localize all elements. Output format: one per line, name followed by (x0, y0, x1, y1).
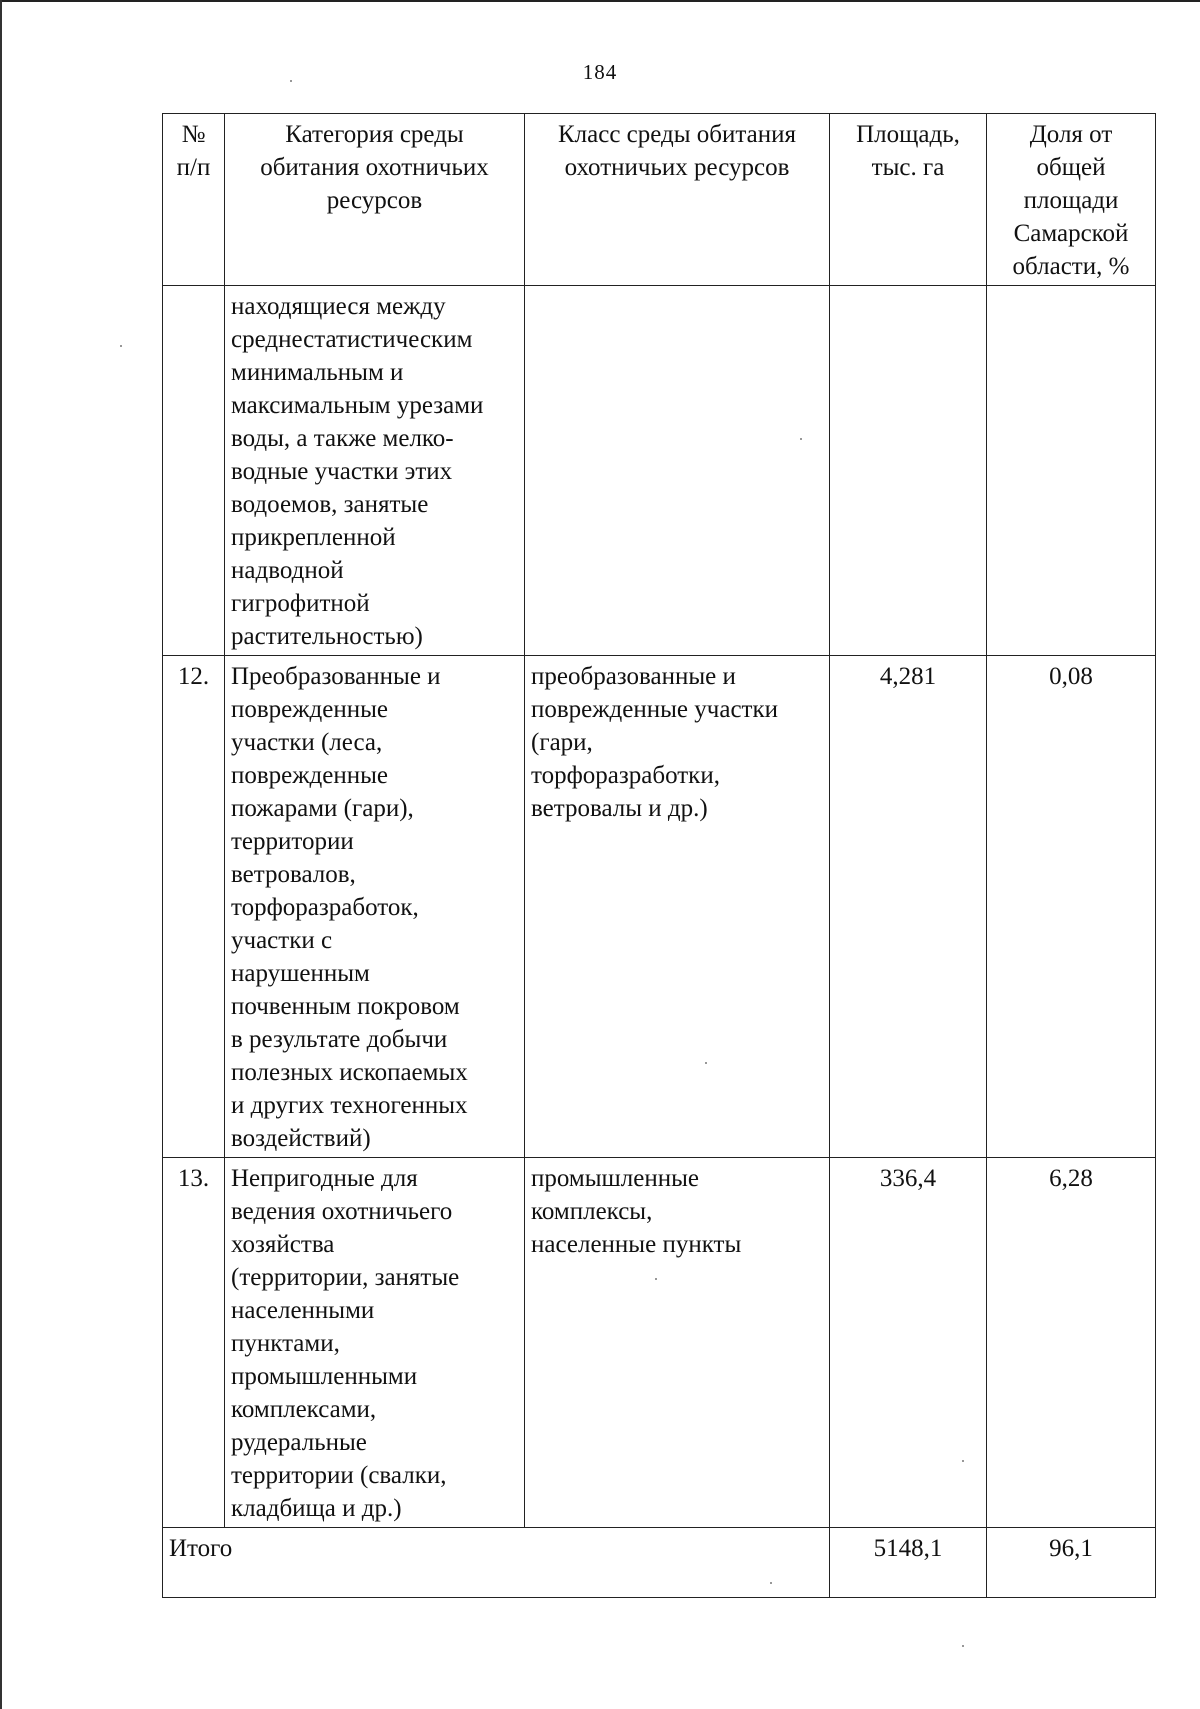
total-area: 5148,1 (830, 1528, 987, 1598)
total-share: 96,1 (987, 1528, 1156, 1598)
table-total-row (163, 1528, 1156, 1598)
scan-speck (655, 1278, 657, 1280)
table-row (163, 1158, 1156, 1528)
table-row (163, 286, 1156, 656)
habitat-table (162, 113, 1156, 1598)
scan-speck (770, 1582, 772, 1584)
row-category: Непригодные для ведения охотничьего хозяйства (территории, занятые населенными пунктами, промышленными комплексами, рудеральные территории (свалки, кладбища и др.) (225, 1158, 525, 1528)
scan-speck (705, 1062, 707, 1064)
row-area (830, 286, 987, 656)
row-category: находящиеся между среднестатистическим минимальным и максимальным урезами воды, а также мелко- водные участки этих водоемов, занятые прикрепленной надводной гигрофитной растительностью) (225, 286, 525, 656)
scan-speck (962, 1460, 964, 1462)
row-class (525, 286, 830, 656)
header-area: Площадь, тыс. га (830, 114, 987, 286)
scan-speck (120, 345, 122, 347)
header-num: № п/п (163, 114, 225, 286)
row-num: 13. (163, 1158, 225, 1528)
row-area: 4,281 (830, 656, 987, 1158)
table-header-row (163, 114, 1156, 286)
row-num: 12. (163, 656, 225, 1158)
scan-border-top (0, 0, 1200, 2)
header-share: Доля от общей площади Самарской области, % (987, 114, 1156, 286)
page-number: 184 (582, 60, 618, 84)
row-class: промышленные комплексы, населенные пункты (525, 1158, 830, 1528)
row-share: 6,28 (987, 1158, 1156, 1528)
table-row (163, 656, 1156, 1158)
row-class: преобразованные и поврежденные участки (гари, торфоразработки, ветровалы и др.) (525, 656, 830, 1158)
row-num (163, 286, 225, 656)
row-area: 336,4 (830, 1158, 987, 1528)
total-label: Итого (163, 1528, 830, 1598)
row-category: Преобразованные и поврежденные участки (леса, поврежденные пожарами (гари), территории ветровалов, торфоразработок, участки с нарушенным почвенным покровом в результате добычи полезных ископаемых и других техногенных воздействий) (225, 656, 525, 1158)
scan-speck (290, 80, 292, 82)
header-class: Класс среды обитания охотничьих ресурсов (525, 114, 830, 286)
row-share: 0,08 (987, 656, 1156, 1158)
scan-speck (800, 438, 802, 440)
scan-border-left (0, 0, 2, 1709)
row-share (987, 286, 1156, 656)
scan-speck (962, 1645, 964, 1647)
header-category: Категория среды обитания охотничьих ресурсов (225, 114, 525, 286)
